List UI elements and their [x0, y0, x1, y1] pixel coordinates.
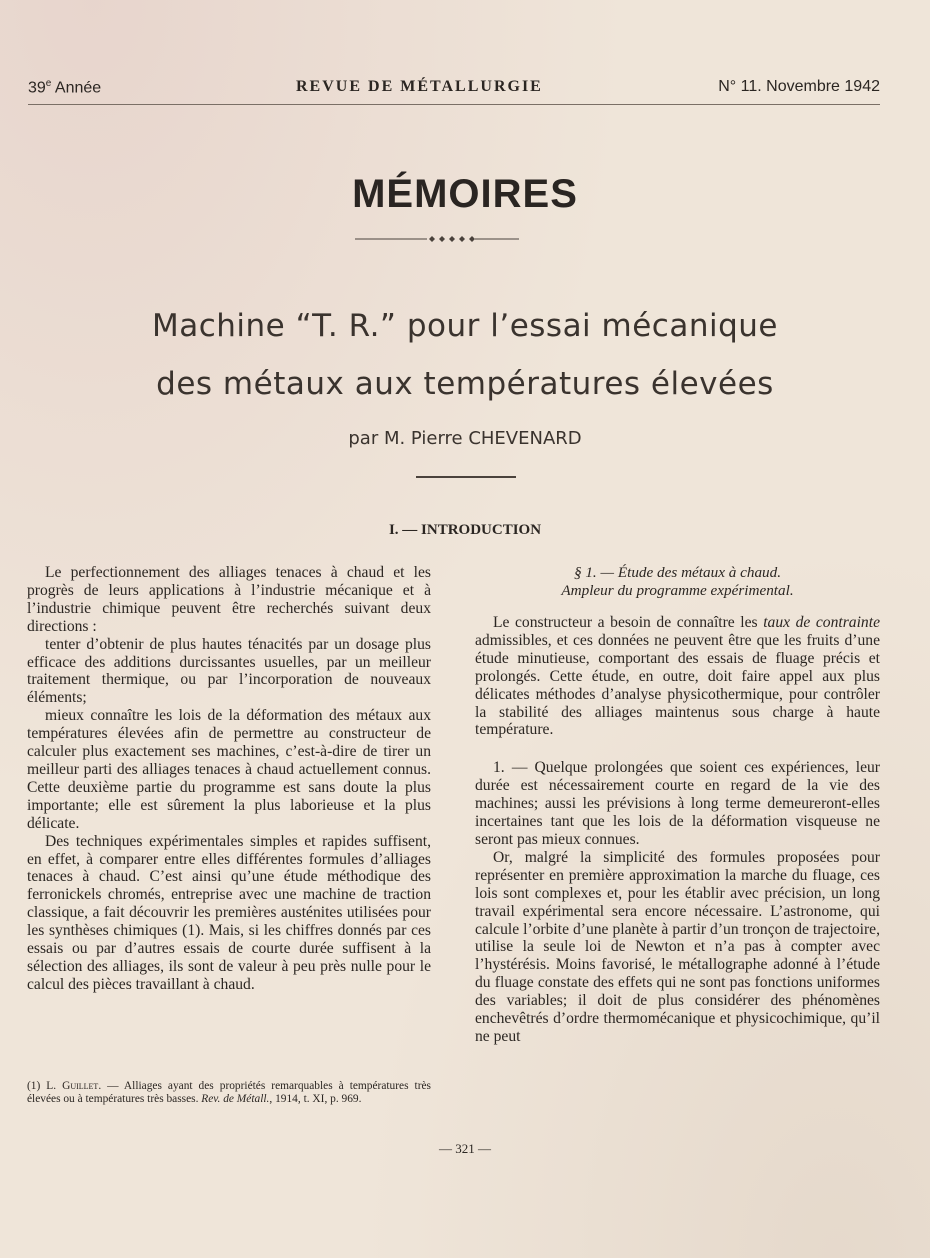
- article-author: par M. Pierre CHEVENARD: [348, 428, 582, 449]
- issue-date: N° 11. Novembre 1942: [718, 78, 880, 95]
- article-title-line-2: des métaux aux températures élevées: [156, 366, 774, 402]
- paragraph: Le constructeur a besoin de connaître les taux de contrainte admissibles, et ces données ne peuvent être que les fruits d’une étude minutieuse, comportant des essais de fluage précis et prolongés. Cette étude, en outre, doit faire appel aux plus délicates méthodes d’analyse physicothermique, pour contrôler la stabilité des alliages maintenus sous charge à haute température.: [475, 614, 880, 739]
- section-heading: I. — INTRODUCTION: [388, 522, 542, 538]
- paragraph: Des techniques expérimentales simples et rapides suffisent, en effet, à comparer entre elles différentes formules d’alliages tenaces à chaud. C’est ainsi qu’une étude méthodique des ferronickels chromés, entreprise avec une machine de traction classique, a fait découvrir les premières austénites utilisées pour les synthèses chimiques (1). Mais, si les chiffres donnés par ces essais ou par d’autres essais de courte durée suffisent à la sélection des alliages, ils sont de valeur à peu près nulle pour le calcul des pièces travaillant à chaud.: [27, 832, 431, 993]
- paragraph: mieux connaître les lois de la déformation des métaux aux températures élevées afin de permettre au constructeur de calculer plus exactement ses machines, c’est-à-dire de tirer un meilleur parti des alliages tenaces à chaud actuellement connus. Cette deuxième partie du programme est sans doute la plus importante; elle est sûrement la plus laborieuse et la plus délicate.: [27, 707, 431, 832]
- volume-year: 39e Année: [28, 78, 102, 97]
- paragraph: tenter d’obtenir de plus hautes ténacités par un dosage plus efficace des additions durcissantes usuelles, par un meilleur traitement thermique, ou par l’incorporation de nouveaux éléments;: [27, 635, 431, 707]
- article-title-line-1: Machine “T. R.” pour l’essai mécanique: [151, 308, 778, 344]
- footnote: (1) L. Guillet. — Alliages ayant des propriétés remarquables à températures très élevées ou à températures très basses. Rev. de Métall., 1914, t. XI, p. 969.: [27, 1080, 431, 1105]
- left-column: [27, 564, 431, 994]
- right-column: [475, 564, 880, 1046]
- journal-name: REVUE DE MÉTALLURGIE: [296, 78, 543, 95]
- subsection-heading: § 1. — Étude des métaux à chaud. Ampleur du programme expérimental.: [561, 564, 794, 599]
- page-number: — 321 —: [439, 1141, 491, 1156]
- paragraph: Le perfectionnement des alliages tenaces à chaud et les progrès de leurs applications à l’industrie mécanique et à l’industrie chimique peuvent être recherchés suivant deux directions :: [27, 564, 431, 635]
- author-rule: [416, 476, 516, 478]
- ornament-divider: [355, 233, 519, 245]
- section-banner: MÉMOIRES: [352, 172, 578, 216]
- header-rule: [28, 104, 880, 105]
- paragraph: Or, malgré la simplicité des formules proposées pour représenter en première approximation la marche du fluage, ces lois sont complexes et, pour les établir avec précision, un long travail expérimental sera encore nécessaire. L’astronome, qui calcule l’orbite d’une planète à partir d’un tronçon de trajectoire, utilise la seule loi de Newton et n’a pas à compter avec l’hystérésis. Moins favorisé, le métallographe adonné à l’étude du fluage constate des effets qui ne sont pas fonctions uniformes des variables; il doit de plus considérer des phénomènes enchevêtrés d’ordre thermomécanique et physicochimique, qu’il ne peut: [475, 848, 880, 1045]
- running-header: [28, 78, 880, 100]
- paragraph: 1. — Quelque prolongées que soient ces expériences, leur durée est nécessairement courte en regard de la vie des machines; aussi les prévisions à long terme demeureront-elles incertaines tant que les lois de la déformation visqueuse ne seront pas mieux connues.: [475, 759, 880, 848]
